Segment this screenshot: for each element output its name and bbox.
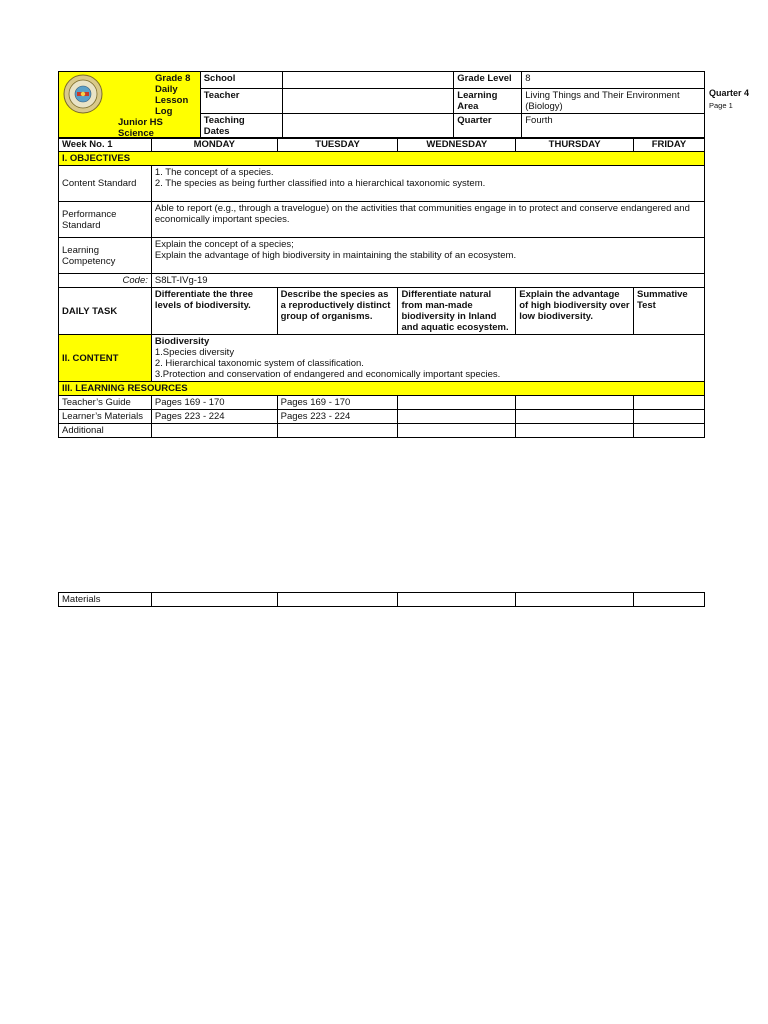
tg-friday bbox=[634, 396, 705, 410]
daily-task-friday: Summative Test bbox=[634, 288, 705, 335]
deped-seal-icon bbox=[63, 74, 103, 114]
learning-resources-heading: III. LEARNING RESOURCES bbox=[59, 382, 705, 396]
grade-label: Grade 8 bbox=[155, 73, 191, 84]
lm-friday bbox=[634, 410, 705, 424]
days-row bbox=[59, 138, 705, 152]
learning-competency-text bbox=[151, 238, 704, 274]
content-standard-line-2: 2. The species as being further classified into a hierarchical taxonomic system. bbox=[154, 178, 486, 189]
learners-materials-label: Learner’s Materials bbox=[59, 410, 152, 424]
materials-tuesday bbox=[277, 593, 398, 607]
content-standard-label: Content Standard bbox=[59, 166, 152, 202]
week-label: Week No. 1 bbox=[59, 138, 152, 152]
grade-level-field[interactable]: 8 bbox=[522, 72, 705, 89]
day-thursday: THURSDAY bbox=[516, 138, 634, 152]
learning-area-field[interactable] bbox=[522, 89, 705, 114]
content-standard-text bbox=[151, 166, 704, 202]
content-text bbox=[151, 335, 704, 382]
dll-line-2: Lesson bbox=[155, 95, 189, 106]
additional-thursday bbox=[516, 424, 634, 438]
additional-wednesday bbox=[398, 424, 516, 438]
materials-monday bbox=[151, 593, 277, 607]
page-number: Page 1 bbox=[709, 101, 733, 110]
tg-thursday bbox=[516, 396, 634, 410]
header-table bbox=[58, 71, 705, 139]
quarter-label: Quarter bbox=[454, 114, 522, 139]
teacher-label: Teacher bbox=[200, 89, 282, 114]
materials-friday bbox=[634, 593, 705, 607]
teachers-guide-label: Teacher’s Guide bbox=[59, 396, 152, 410]
tg-wednesday bbox=[398, 396, 516, 410]
quarter-field[interactable]: Fourth bbox=[522, 114, 705, 139]
additional-monday bbox=[151, 424, 277, 438]
day-tuesday: TUESDAY bbox=[277, 138, 398, 152]
learning-area-value-2: (Biology) bbox=[525, 101, 563, 112]
performance-standard-label bbox=[59, 202, 152, 238]
content-item-1: 1.Species diversity bbox=[154, 347, 235, 358]
competency-line-2: Explain the advantage of high biodiversity in maintaining the stability of an ecosystem. bbox=[154, 250, 517, 261]
competency-label-1: Learning bbox=[62, 244, 99, 256]
teaching-dates-field[interactable] bbox=[282, 114, 454, 139]
teaching-label-1: Teaching bbox=[203, 115, 245, 126]
tg-monday: Pages 169 - 170 bbox=[151, 396, 277, 410]
performance-label-2: Standard bbox=[62, 219, 101, 231]
school-label: School bbox=[200, 72, 282, 89]
daily-task-monday: Differentiate the three levels of biodiversity. bbox=[151, 288, 277, 335]
learning-competency-label bbox=[59, 238, 152, 274]
department-label: Junior HS Science bbox=[118, 117, 163, 139]
daily-task-wednesday: Differentiate natural from man-made biodiversity in Inland and aquatic ecosystem. bbox=[398, 288, 516, 335]
school-field[interactable] bbox=[282, 72, 454, 89]
teaching-dates-label bbox=[200, 114, 282, 139]
materials-label: Materials bbox=[59, 593, 152, 607]
day-friday: FRIDAY bbox=[634, 138, 705, 152]
materials-continuation-table bbox=[58, 592, 705, 607]
materials-thursday bbox=[516, 593, 634, 607]
lm-tuesday: Pages 223 - 224 bbox=[277, 410, 398, 424]
competency-line-1: Explain the concept of a species; bbox=[154, 239, 294, 250]
teacher-field[interactable] bbox=[282, 89, 454, 114]
learning-area-label-2: Area bbox=[457, 101, 479, 112]
additional-label: Additional bbox=[59, 424, 152, 438]
page-side-note bbox=[709, 88, 749, 110]
materials-wednesday bbox=[398, 593, 516, 607]
content-title: Biodiversity bbox=[154, 336, 210, 347]
daily-task-thursday: Explain the advantage of high biodiversity over low biodiversity. bbox=[516, 288, 634, 335]
content-standard-line-1: 1. The concept of a species. bbox=[154, 167, 274, 178]
objectives-heading: I. OBJECTIVES bbox=[59, 152, 705, 166]
title-block bbox=[59, 72, 201, 139]
additional-tuesday bbox=[277, 424, 398, 438]
daily-task-label: DAILY TASK bbox=[59, 288, 152, 335]
lm-thursday bbox=[516, 410, 634, 424]
performance-label-1: Performance bbox=[62, 208, 117, 220]
code-value: S8LT-IVg-19 bbox=[151, 274, 704, 288]
quarter-note: Quarter 4 bbox=[709, 88, 750, 98]
tg-tuesday: Pages 169 - 170 bbox=[277, 396, 398, 410]
lesson-log-table bbox=[58, 137, 705, 438]
learning-area-label bbox=[454, 89, 522, 114]
day-wednesday: WEDNESDAY bbox=[398, 138, 516, 152]
additional-friday bbox=[634, 424, 705, 438]
competency-label-2: Competency bbox=[62, 255, 116, 267]
content-label: II. CONTENT bbox=[59, 335, 152, 382]
lm-monday: Pages 223 - 224 bbox=[151, 410, 277, 424]
dll-line-1: Daily bbox=[155, 84, 178, 95]
code-label: Code: bbox=[59, 274, 152, 288]
content-item-3: 3.Protection and conservation of endangered and economically important species. bbox=[154, 369, 501, 380]
performance-standard-text: Able to report (e.g., through a travelogue) on the activities that communities engage in to protect and conserve endangered and economically important species. bbox=[151, 202, 704, 238]
learning-area-value-1: Living Things and Their Environment bbox=[525, 90, 680, 101]
lm-wednesday bbox=[398, 410, 516, 424]
learning-area-label-1: Learning bbox=[457, 90, 498, 101]
content-item-2: 2. Hierarchical taxonomic system of classification. bbox=[154, 358, 364, 369]
dll-line-3: Log bbox=[155, 106, 173, 117]
day-monday: MONDAY bbox=[151, 138, 277, 152]
grade-level-label: Grade Level bbox=[454, 72, 522, 89]
daily-task-tuesday: Describe the species as a reproductively distinct group of organisms. bbox=[277, 288, 398, 335]
teaching-label-2: Dates bbox=[203, 126, 230, 137]
